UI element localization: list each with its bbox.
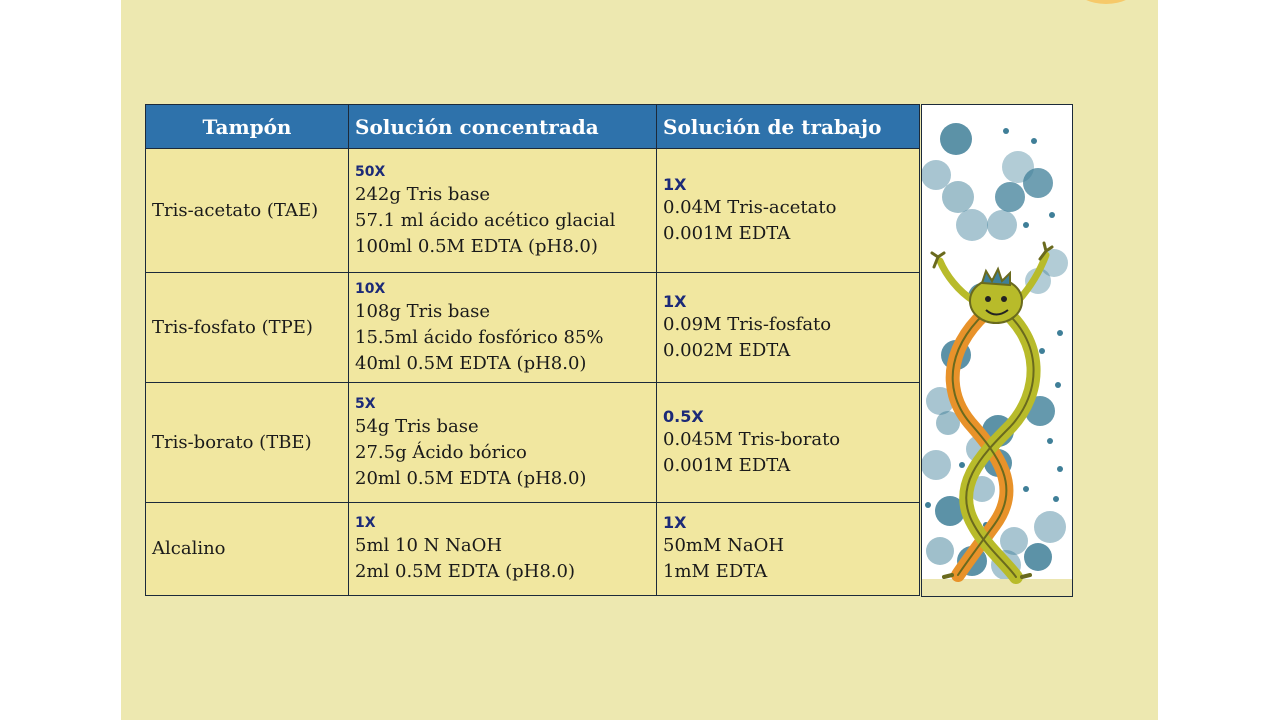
slide bbox=[121, 0, 1158, 720]
working-factor: 1X bbox=[663, 513, 687, 532]
concentrated-cell bbox=[349, 273, 657, 383]
working-factor: 0.5X bbox=[663, 406, 704, 426]
recipe-line: 27.5g Ácido bórico bbox=[355, 441, 527, 463]
working-cell bbox=[657, 383, 920, 503]
working-line: 0.04M Tris-acetato bbox=[663, 196, 837, 218]
recipe-line: 57.1 ml ácido acético glacial bbox=[355, 209, 616, 231]
working-cell bbox=[657, 503, 920, 596]
working-cell bbox=[657, 273, 920, 383]
table-row bbox=[146, 149, 920, 273]
recipe-line: 20ml 0.5M EDTA (pH8.0) bbox=[355, 467, 587, 489]
recipe-line: 108g Tris base bbox=[355, 300, 491, 322]
table-row bbox=[146, 503, 920, 596]
recipe-line: 242g Tris base bbox=[355, 183, 491, 205]
dna-mascot-illustration bbox=[921, 104, 1073, 597]
concentrated-cell bbox=[349, 383, 657, 503]
concentration-factor: 1X bbox=[355, 515, 376, 531]
recipe-line: 100ml 0.5M EDTA (pH8.0) bbox=[355, 235, 598, 257]
working-line: 0.045M Tris-borato bbox=[663, 428, 841, 450]
table-row bbox=[146, 273, 920, 383]
working-line: 1mM EDTA bbox=[663, 561, 768, 582]
working-factor: 1X bbox=[663, 174, 687, 194]
recipe-line: 2ml 0.5M EDTA (pH8.0) bbox=[355, 561, 575, 582]
header-buffer: Tampón bbox=[146, 105, 349, 149]
table-row bbox=[146, 383, 920, 503]
corner-decoration bbox=[1076, 0, 1136, 4]
header-working: Solución de trabajo bbox=[657, 105, 920, 149]
working-line: 0.001M EDTA bbox=[663, 222, 791, 244]
concentrated-cell bbox=[349, 503, 657, 596]
working-factor: 1X bbox=[663, 291, 687, 311]
buffer-table bbox=[145, 104, 920, 596]
buffer-name: Alcalino bbox=[146, 503, 349, 596]
working-line: 50mM NaOH bbox=[663, 535, 785, 556]
working-line: 0.09M Tris-fosfato bbox=[663, 313, 832, 335]
buffer-name: Tris-fosfato (TPE) bbox=[146, 273, 349, 383]
working-line: 0.001M EDTA bbox=[663, 454, 791, 476]
concentration-factor: 5X bbox=[355, 395, 376, 412]
header-concentrated: Solución concentrada bbox=[349, 105, 657, 149]
concentration-factor: 50X bbox=[355, 163, 386, 180]
concentrated-cell bbox=[349, 149, 657, 273]
working-cell bbox=[657, 149, 920, 273]
recipe-line: 54g Tris base bbox=[355, 415, 479, 437]
buffer-name: Tris-acetato (TAE) bbox=[146, 149, 349, 273]
table-header-row bbox=[146, 105, 920, 149]
recipe-line: 15.5ml ácido fosfórico 85% bbox=[355, 326, 604, 348]
buffer-name: Tris-borato (TBE) bbox=[146, 383, 349, 503]
concentration-factor: 10X bbox=[355, 280, 386, 297]
recipe-line: 5ml 10 N NaOH bbox=[355, 535, 503, 556]
working-line: 0.002M EDTA bbox=[663, 339, 791, 361]
dna-mascot-icon bbox=[922, 105, 1072, 596]
recipe-line: 40ml 0.5M EDTA (pH8.0) bbox=[355, 352, 587, 374]
